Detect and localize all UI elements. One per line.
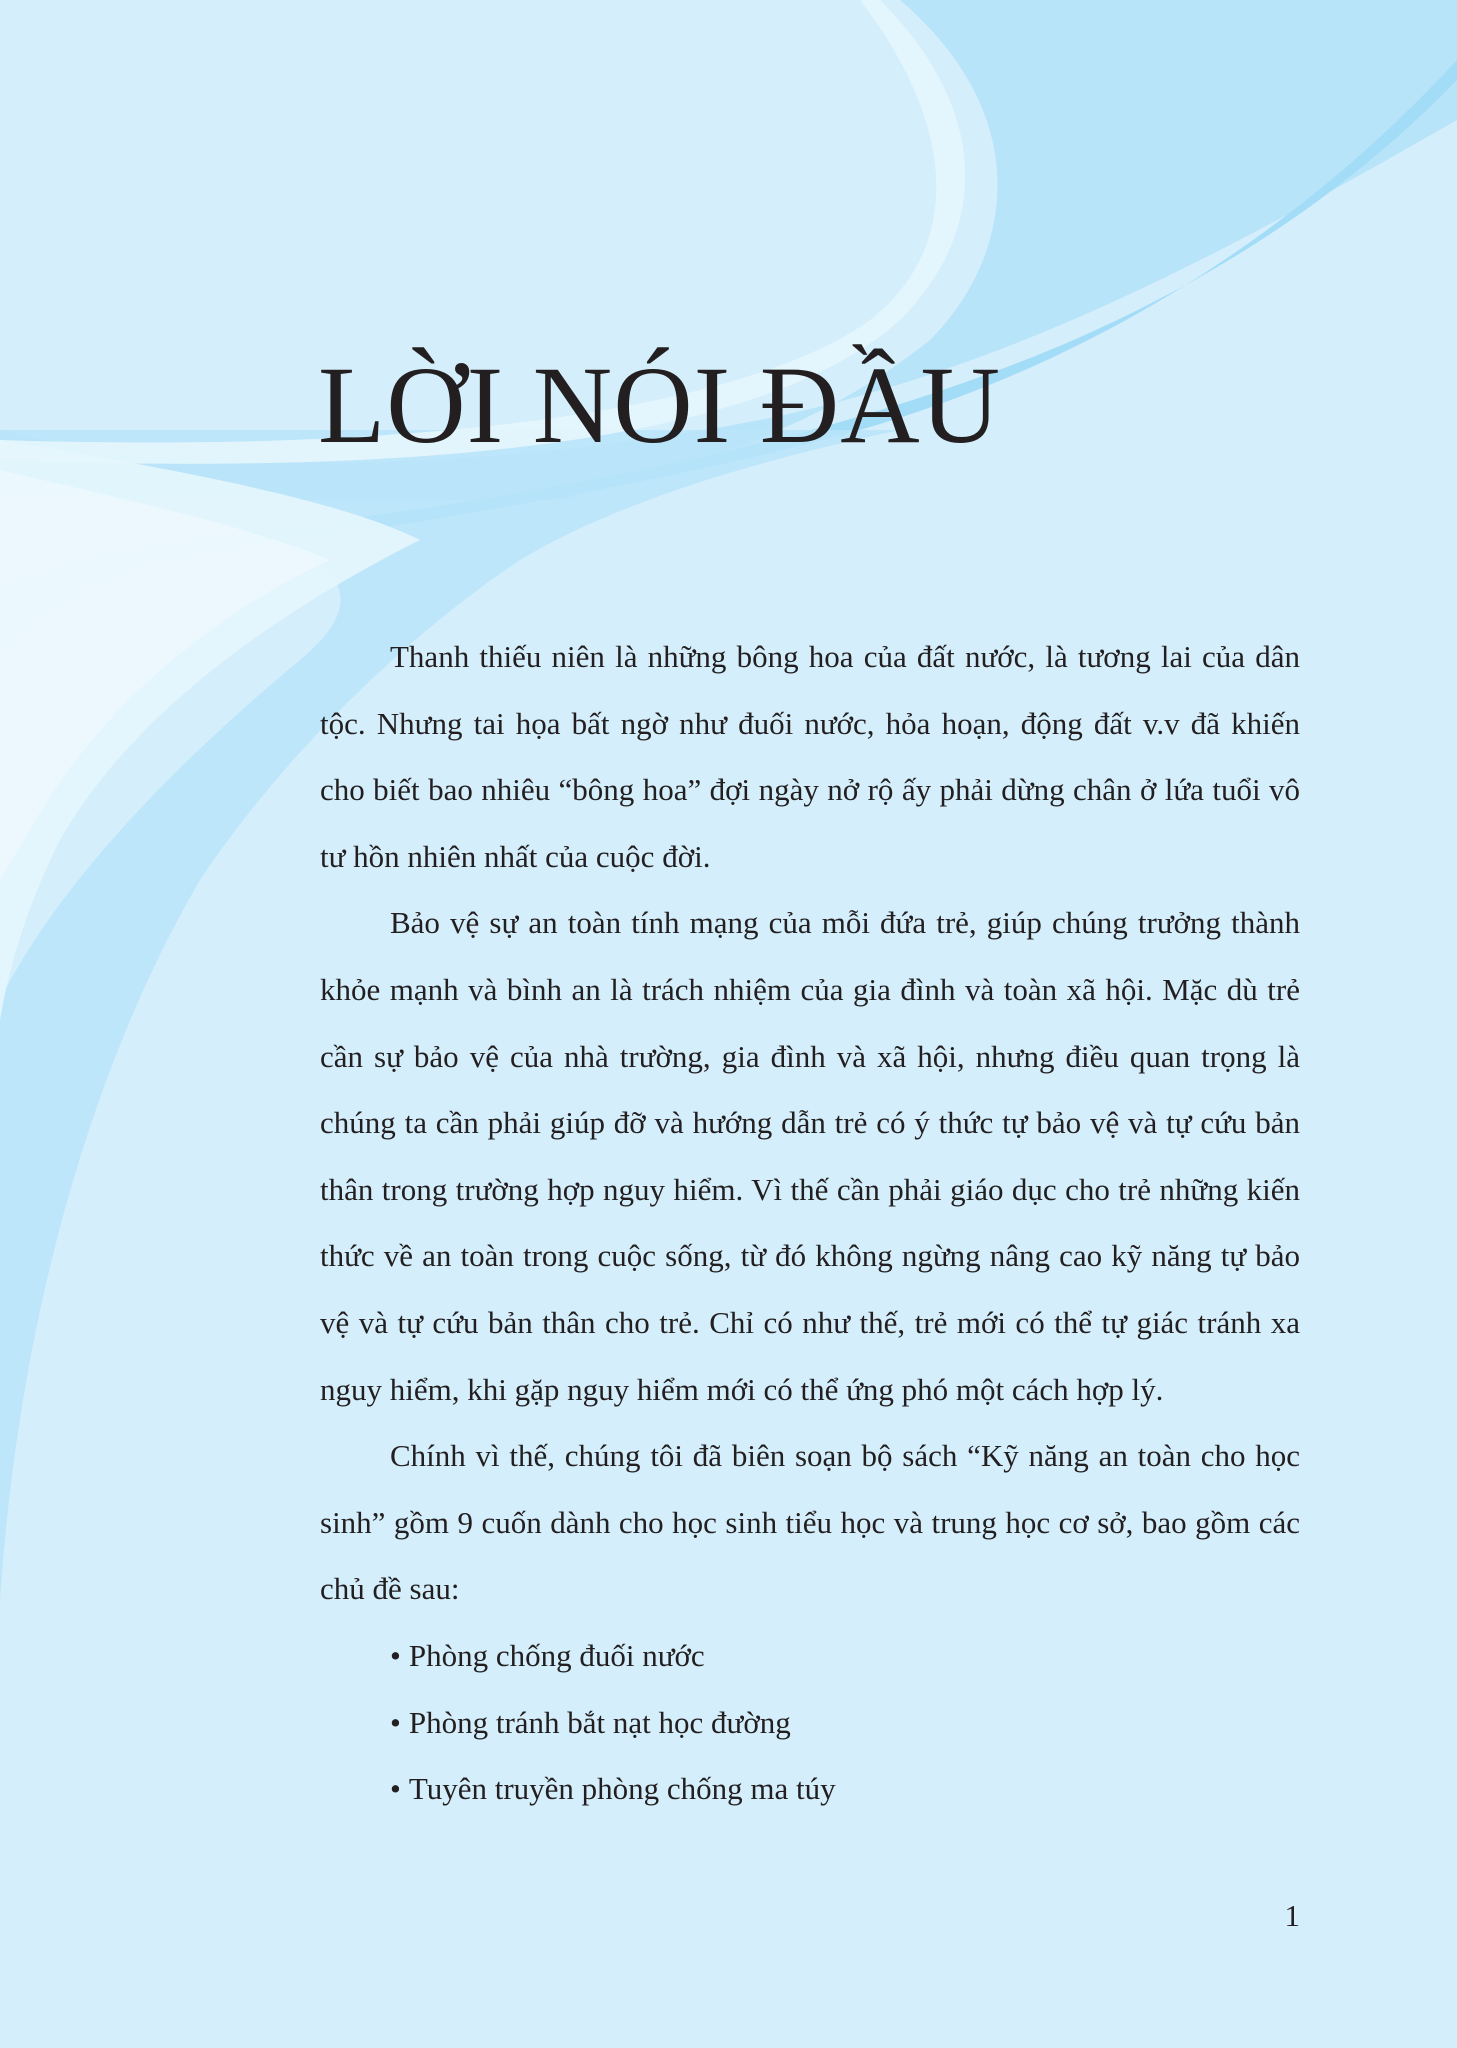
page-title: LỜI NÓI ĐẦU xyxy=(318,344,1002,466)
paragraph: Chính vì thế, chúng tôi đã biên soạn bộ sách “Kỹ năng an toàn cho học sinh” gồm 9 cuốn dành cho học sinh tiểu học và trung học cơ sở, bao gồm các chủ đề sau: xyxy=(320,1438,1300,1607)
page-number: 1 xyxy=(1284,1898,1300,1933)
topic-label: Tuyên truyền phòng chống ma túy xyxy=(408,1771,836,1807)
topic-label: Phòng chống đuối nước xyxy=(408,1637,705,1673)
paragraph: Thanh thiếu niên là những bông hoa của đất nước, là tương lai của dân tộc. Nhưng tai họa bất ngờ như đuối nước, hỏa hoạn, động đất v.v đã khiến cho biết bao nhiêu “bông hoa” đợi ngày nở rộ ấy phải dừng chân ở lứa tuổi vô tư hồn nhiên nhất của cuộc đời. xyxy=(320,639,1300,874)
preface-body xyxy=(320,624,1300,1823)
topic-label: Phòng tránh bắt nạt học đường xyxy=(408,1704,791,1740)
list-item xyxy=(320,1623,1300,1690)
paragraph: Bảo vệ sự an toàn tính mạng của mỗi đứa trẻ, giúp chúng trưởng thành khỏe mạnh và bình an là trách nhiệm của gia đình và toàn xã hội. Mặc dù trẻ cần sự bảo vệ của nhà trường, gia đình và xã hội, nhưng điều quan trọng là chúng ta cần phải giúp đỡ và hướng dẫn trẻ có ý thức tự bảo vệ và tự cứu bản thân trong trường hợp nguy hiểm. Vì thế cần phải giáo dục cho trẻ những kiến thức về an toàn trong cuộc sống, từ đó không ngừng nâng cao kỹ năng tự bảo vệ và tự cứu bản thân cho trẻ. Chỉ có như thế, trẻ mới có thể tự giác tránh xa nguy hiểm, khi gặp nguy hiểm mới có thể ứng phó một cách hợp lý. xyxy=(320,905,1300,1407)
bullet-icon: • xyxy=(390,1771,401,1807)
list-item xyxy=(320,1756,1300,1823)
bullet-icon: • xyxy=(390,1637,401,1673)
topic-list xyxy=(320,1623,1300,1823)
list-item xyxy=(320,1690,1300,1757)
bullet-icon: • xyxy=(390,1704,401,1740)
